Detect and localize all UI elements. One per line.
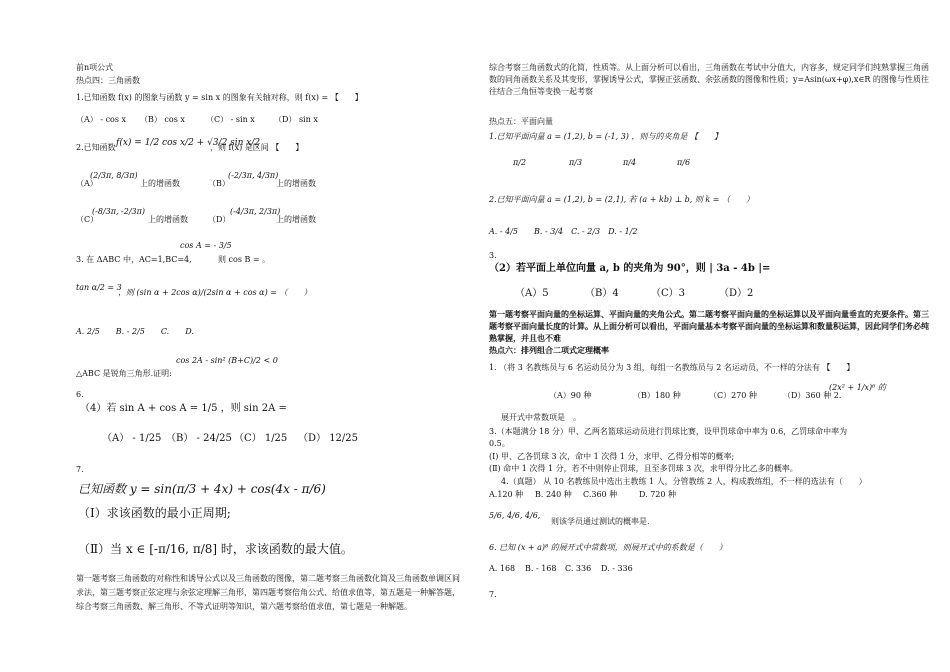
q6-option-b: （B） - 24/25 bbox=[166, 433, 232, 444]
v3-option-c: （C）3 bbox=[651, 288, 686, 299]
q2-option-c-interval: (-8/3π, -2/3π) bbox=[92, 207, 145, 216]
p7-number: 7. bbox=[489, 590, 497, 599]
p3-line-2: 0.5。 bbox=[489, 439, 510, 448]
q2-option-d-interval: (-4/3π, 2/3π) bbox=[230, 207, 281, 216]
v3-number: 3. bbox=[489, 251, 497, 260]
q3-tail: 则 cos B = 。 bbox=[218, 255, 271, 264]
q6-option-d: （D） 12/25 bbox=[298, 433, 359, 444]
q5-stem: △ABC 是锐角三角形.证明: bbox=[76, 369, 172, 378]
q7-part-2: （Ⅱ）当 x ∈ [-π/16, π/8] 时，求该函数的最大值。 bbox=[78, 542, 353, 556]
v2-options: A. - 4/5 B. - 3/4 C. - 2/3 D. - 1/2 bbox=[489, 227, 638, 236]
q2-option-a-interval: (2/3π, 8/3π) bbox=[90, 171, 138, 180]
vector-summary: 第一题考察平面向量的坐标运算、平面向量的夹角公式。第二题考察平面向量的坐标运算以及平面向量垂直的充要条件。第三题考察平面向量长度的计算。从上面分析可以看出，平面向量基本考察平面向量的坐标运算和数量积运算，因此同学们务必纯熟掌握，并且也不难 bbox=[489, 309, 929, 343]
q2-option-a: 上的增函数 bbox=[140, 179, 180, 188]
p3-line-4: (Ⅱ) 命中 1 次得 1 分，若不中则停止罚球，且至多罚球 3 次，求甲得分比乙多的概率。 bbox=[489, 464, 798, 473]
q4-options: A. 2/5 B. - 2/5 C. D. bbox=[76, 327, 194, 336]
p6-option-a: A. 168 bbox=[489, 564, 516, 573]
q1-option-a: （A） - cos x bbox=[76, 115, 127, 124]
p4-option-d: D. 720 种 bbox=[639, 490, 677, 499]
q6-option-a: （A） - 1/25 bbox=[102, 433, 162, 444]
v1-option-d: π/6 bbox=[677, 158, 691, 167]
p6-option-b: B. - 168 bbox=[525, 564, 557, 573]
q1-stem: 1.已知函数 f(x) 的图象与函数 y = sin x 的图象有关轴对称，则 f(x) = 【 】 bbox=[76, 93, 363, 102]
q2-label-b: （B） bbox=[208, 179, 230, 188]
v1-option-b: π/3 bbox=[569, 158, 583, 167]
p5-tail: 则该学员通过测试的概率是. bbox=[551, 517, 650, 526]
q7-number: 7. bbox=[76, 465, 84, 474]
p4-option-c: C.360 种 bbox=[583, 490, 618, 499]
q2-option-b: 上的增函数 bbox=[276, 179, 316, 188]
q1-option-c: （C） - sin x bbox=[206, 115, 255, 124]
v2-stem: 2.已知平面向量 a = (1,2), b = (2,1), 若 (a + kb) ⊥ b, 则 k = （ ） bbox=[489, 195, 755, 204]
v1-option-a: π/2 bbox=[513, 158, 527, 167]
p4-stem: 4.（真题） 从 10 名教练员中选出主教练 1 人，分管教练 2 人，构成教练组，不一样的选法有（ ） bbox=[501, 477, 867, 486]
q3-stem: 3. 在 ΔABC 中，AC=1,BC=4, bbox=[76, 255, 192, 264]
v3-option-d: （D）2 bbox=[719, 288, 754, 299]
v3-option-b: （B）4 bbox=[585, 288, 619, 299]
v3-stem: （2）若平面上单位向量 a, b 的夹角为 90°，则 | 3a - 4b |= bbox=[489, 263, 771, 274]
q2-option-c: 上的增函数 bbox=[148, 215, 188, 224]
p1-option-c: （C）270 种 bbox=[709, 391, 757, 400]
p2-tail: 展开式中常数项是 。 bbox=[501, 413, 581, 422]
p6-option-c: C. 336 bbox=[565, 564, 592, 573]
q6-option-c: （C） 1/25 bbox=[234, 433, 288, 444]
q6-stem: （4）若 sin A + cos A = 1/5 ，则 sin 2A = bbox=[80, 403, 287, 414]
q3-cos-given: cos A = - 3/5 bbox=[180, 241, 232, 250]
p1-option-b: （B）180 种 bbox=[633, 391, 681, 400]
q7-part-1: （Ⅰ）求该函数的最小正周期; bbox=[78, 506, 231, 520]
q4-expression: ，则 (sin α + 2cos α)/(2sin α + cos α) = （ ） bbox=[118, 288, 312, 297]
q2-stem-suffix: ，则 f(x) 是区间 【 】 bbox=[210, 143, 304, 152]
left-summary: 第一题考察三角函数的对称性和诱导公式以及三角函数的图像，第二题考察三角函数化简及三角函数单调区间求法，第三题考察正弦定理与余弦定理解三角形，第四题考察倍角公式、给值求值等，第五题是一种解答题，综合考察三角函数、解三角形、不等式证明等知识，第六题考察给值求值，第七题是一种解题。 bbox=[76, 574, 460, 611]
right-column bbox=[475, 0, 950, 672]
q7-stem: 已知函数 y = sin(π/3 + 4x) + cos(4x - π/6) bbox=[78, 482, 326, 496]
p5-fractions: 5/6, 4/6, 4/6, bbox=[489, 511, 541, 520]
v1-stem: 1.已知平面向量 a = (1,2), b = (-1, 3) ，则与的夹角是 【 】 bbox=[489, 132, 722, 141]
section-header-prefix: 前n项公式 bbox=[76, 63, 114, 72]
q6-number: 6. bbox=[76, 390, 84, 399]
q4-tan-given: tan α/2 = 3 bbox=[76, 283, 122, 292]
q1-option-d: （D） sin x bbox=[274, 115, 318, 124]
q2-label-c: （C） bbox=[76, 215, 99, 224]
p3-line-1: 3.（本题满分 18 分）甲、乙两名篮球运动员进行罚球比赛，设甲罚球命中率为 0.6，乙罚球命中率为 bbox=[489, 427, 848, 436]
q2-option-b-interval: (-2/3π, 4/3π) bbox=[228, 171, 279, 180]
p1-option-a: （A）90 种 bbox=[549, 391, 592, 400]
p4-option-a: A.120 种 bbox=[489, 490, 524, 499]
q2-option-d: 上的增函数 bbox=[276, 215, 316, 224]
v3-option-a: （A）5 bbox=[515, 288, 549, 299]
p6-stem: 6. 已知 (x + a)⁸ 的展开式中常数项，则展开式中的系数是（ ） bbox=[489, 543, 727, 552]
p2-expression: (2x² + 1/x)⁶ 的 bbox=[829, 383, 886, 392]
section-header-trig: 热点四：三角函数 bbox=[76, 76, 140, 85]
q2-function: f(x) = 1/2 cos x/2 + √3/2 sin x/2 bbox=[116, 138, 261, 148]
p1-stem: 1. （将 3 名教练员与 6 名运动员分为 3 组，每组一名教练员与 2 名运动员，不一样的分法有 【 】 bbox=[489, 363, 855, 372]
section-header-probability: 热点六：排列组合二项式定理概率 bbox=[489, 345, 609, 355]
p4-option-b: B. 240 种 bbox=[535, 490, 572, 499]
q5-expression: cos 2A - sin² (B+C)/2 < 0 bbox=[176, 356, 278, 365]
q2-label-a: （A） bbox=[76, 179, 98, 188]
q2-stem-prefix: 2.已知函数 bbox=[76, 143, 116, 152]
p1-option-d: （D）360 种 2. bbox=[783, 391, 842, 400]
q1-option-b: （B） cos x bbox=[140, 115, 185, 124]
p3-line-3: (Ⅰ) 甲、乙各罚球 3 次，命中 1 次得 1 分，求甲、乙得分相等的概率; bbox=[489, 452, 735, 461]
right-intro: 综合考察三角函数式的化简，性质等。从上面分析可以看出，三角函数在考试中分值大，内容多，规定同学们纯熟掌握三角函数的同角函数关系及其变形，掌握诱导公式，掌握正弦函数、余弦函数的图像和性质；y=Asin(ωx+φ),x∈R 的图像与性质往往结合三角恒等变换一起考察 bbox=[489, 63, 929, 96]
q2-label-d: （D） bbox=[208, 215, 231, 224]
v1-option-c: π/4 bbox=[623, 158, 637, 167]
section-header-vectors: 热点五：平面向量 bbox=[489, 117, 553, 126]
p6-option-d: D. - 336 bbox=[601, 564, 633, 573]
